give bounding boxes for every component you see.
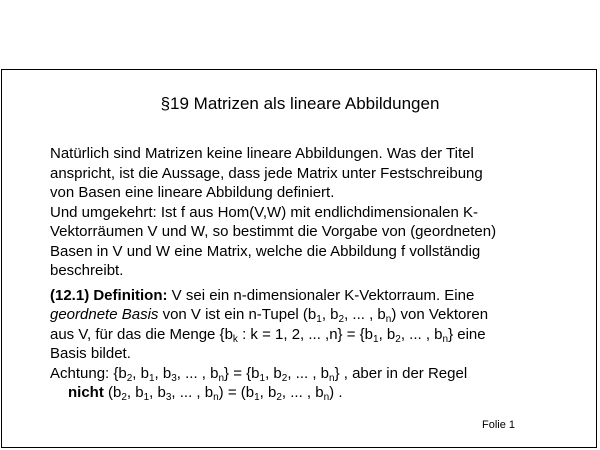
nicht-text: , b — [149, 384, 166, 401]
intro-line: beschreibt. — [50, 262, 124, 279]
intro-line: anspricht, ist die Aussage, dass jede Matrix unter Festschreibung — [50, 164, 483, 182]
subscript: 1 — [254, 392, 260, 403]
nicht-text: , ... , b — [171, 384, 214, 401]
subscript: 1 — [316, 314, 322, 325]
subscript: 2 — [281, 372, 288, 384]
nicht-emphasis: nicht — [68, 384, 104, 401]
achtung-text: , b — [132, 364, 149, 382]
subscript: n — [385, 314, 392, 325]
definition-text: , b — [321, 306, 339, 323]
subscript: 1 — [148, 372, 155, 384]
intro-line: Natürlich sind Matrizen keine lineare Abbildungen. Was der Titel — [50, 145, 474, 162]
subscript: 1 — [259, 372, 266, 384]
slide-number: Folie 1 — [482, 419, 516, 431]
intro-line: Und umgekehrt: Ist f aus Hom(V,W) mit endlichdimensionalen K- — [50, 203, 478, 221]
definition-text: von V ist ein n-Tupel (b — [158, 306, 317, 323]
achtung-text: , ... , b — [287, 364, 330, 382]
intro-line: Vektorräumen V und W, so bestimmt die Vorgabe von (geordneten) — [50, 223, 497, 240]
definition-label: (12.1) Definition: — [50, 286, 168, 304]
subscript: 2 — [121, 392, 127, 403]
indent — [50, 384, 68, 401]
nicht-text: ) = (b — [218, 384, 255, 401]
intro-paragraph — [50, 144, 590, 281]
subscript: 3 — [171, 372, 177, 384]
subscript: 1 — [143, 392, 150, 403]
subscript: 3 — [165, 392, 172, 403]
achtung-text: , b — [154, 364, 172, 382]
definition-text: : k = 1, 2, ... ,n} = {b — [237, 325, 374, 343]
achtung-text: } , aber in der Regel — [334, 364, 468, 382]
nicht-text: , b — [126, 384, 144, 401]
definition-text: , ... , b — [344, 306, 386, 323]
definition-term: geordnete Basis — [50, 306, 159, 323]
definition-paragraph — [50, 286, 590, 403]
achtung-text: Achtung: {b — [50, 364, 127, 382]
subscript: 2 — [276, 392, 282, 403]
definition-text: aus V, für das die Menge {b — [50, 325, 233, 343]
intro-line: von Basen eine lineare Abbildung definiert. — [50, 184, 335, 201]
achtung-text: } = {b — [224, 364, 260, 382]
subscript: 2 — [395, 333, 401, 345]
subscript: n — [218, 372, 225, 384]
subscript: 1 — [373, 333, 379, 345]
nicht-text: , b — [259, 384, 277, 401]
subscript: n — [329, 372, 335, 384]
achtung-text: , b — [265, 364, 282, 382]
definition-text: , ... , b — [400, 325, 443, 343]
subscript: k — [232, 333, 238, 345]
definition-text: } eine — [448, 325, 486, 343]
achtung-text: , ... , b — [176, 364, 219, 382]
subscript: n — [213, 392, 219, 403]
nicht-text: (b — [103, 384, 122, 401]
intro-line: Basen in V und W eine Matrix, welche die Abbildung f vollständig — [50, 242, 481, 260]
nicht-text: ) . — [329, 384, 343, 401]
definition-text: V sei ein n-dimensionaler K-Vektorraum. Eine — [167, 286, 475, 304]
slide-title: §19 Matrizen als lineare Abbildungen — [160, 94, 440, 113]
definition-text: ) von Vektoren — [391, 306, 489, 323]
definition-text: Basis bildet. — [50, 345, 131, 362]
nicht-text: , ... , b — [281, 384, 324, 401]
slide-body — [50, 144, 590, 403]
subscript: 2 — [126, 372, 133, 384]
subscript: 2 — [338, 314, 345, 325]
definition-text: , b — [378, 325, 396, 343]
subscript: n — [323, 392, 330, 403]
subscript: n — [442, 333, 449, 345]
